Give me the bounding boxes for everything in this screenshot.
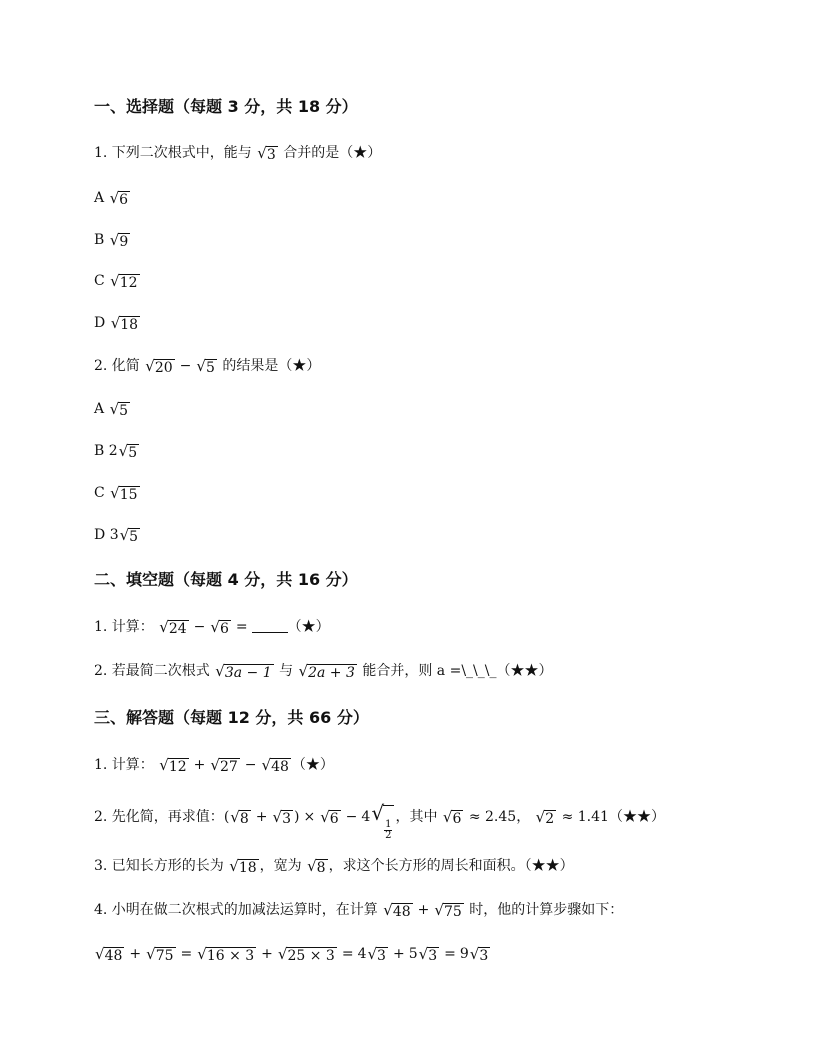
fill-question-1: 1. 计算： √ 24 − √ 6 = （★）: [94, 618, 330, 637]
sqrt-expression: √ 24: [159, 618, 187, 637]
sqrt-fraction-expression: √ $\frac{1}{2}$: [371, 805, 394, 841]
sqrt-expression: √ 27: [210, 756, 238, 775]
fraction: $\frac{1}{2}$: [385, 819, 392, 841]
mc-option-a: A √ 6: [94, 189, 129, 208]
mc-option-c: C √ 12: [94, 272, 138, 291]
question-text: 2. 化简: [94, 358, 140, 374]
mc-option-c: C √ 15: [94, 484, 138, 503]
sqrt-expression: √ 2a + 3: [298, 662, 355, 681]
sqrt-expression: √ 3a − 1: [215, 662, 272, 681]
mc-option-a: A √ 5: [94, 400, 129, 419]
section-heading-fill: 二、填空题（每题 4 分，共 16 分）: [94, 570, 358, 589]
solve-question-4: 4. 小明在做二次根式的加减法运算时，在计算 √ 48 + √ 75 时，他的计算步骤如下：: [94, 901, 624, 920]
sqrt-expression: √ 5: [109, 400, 129, 419]
sqrt-expression: √ 48: [95, 945, 123, 964]
question-text: 1. 下列二次根式中，能与: [94, 145, 252, 161]
sqrt-expression: √ 6: [210, 618, 229, 637]
worked-solution: √ 48 + √ 75 = √ 16 × 3 + √ 25 × 3 = 4 √ 3 + 5 √ 3 = 9 √ 3: [95, 945, 489, 964]
sqrt-expression: √ 5: [119, 526, 139, 545]
fill-question-2: 2. 若最简二次根式 √ 3a − 1 与 √ 2a + 3 能合并，则 a =\_\_\_（★★）: [94, 662, 553, 681]
sqrt-expression: √ 75: [434, 901, 462, 920]
sqrt-expression: √ 6: [320, 808, 339, 827]
answer-blank: [252, 618, 288, 633]
solve-question-1: 1. 计算： √ 12 + √ 27 − √ 48 （★）: [94, 756, 334, 775]
sqrt-expression: √ 6: [442, 808, 462, 827]
sqrt-expression: √ 9: [109, 231, 129, 250]
sqrt-expression: √ 18: [229, 857, 257, 876]
sqrt-expression: √ 3: [272, 808, 291, 827]
sqrt-expression: √ 48: [383, 901, 411, 920]
sqrt-expression: √ 5: [196, 357, 215, 376]
sqrt-expression: √ 8: [230, 808, 249, 827]
mc-option-b: B 2 √ 5: [94, 442, 138, 461]
sqrt-expression: √ 6: [109, 189, 129, 208]
question-text: 的结果是（★）: [222, 358, 321, 374]
sqrt-expression: √ 15: [110, 484, 138, 503]
sqrt-expression: √ 25 × 3: [277, 945, 335, 964]
section-heading-solve: 三、解答题（每题 12 分，共 66 分）: [94, 708, 369, 727]
sqrt-expression: √ 48: [261, 756, 289, 775]
mc-option-d: D 3 √ 5: [94, 526, 139, 545]
sqrt-expression: √ 18: [110, 314, 139, 333]
sqrt-expression: √ 3: [367, 945, 386, 964]
sqrt-expression: √ 2: [535, 808, 555, 827]
question-text: 合并的是（★）: [283, 145, 382, 161]
sqrt-expression: √ 12: [159, 756, 187, 775]
solve-question-2: 2. 先化简，再求值：( √ 8 + √ 3 ) × √ 6 − 4 √ $\frac{1}{2}$ ，其中 √ 6 ≈ 2.45， √ 2 ≈ 1.41（★★）: [94, 801, 665, 841]
mc-question-1: [94, 143, 381, 163]
sqrt-expression: √ 5: [118, 442, 138, 461]
mc-question-2: 2. 化简 √ 20 − √ 5 的结果是（★）: [94, 357, 321, 376]
sqrt-expression: √ 3: [257, 144, 276, 163]
mc-option-d: D √ 18: [94, 314, 139, 333]
solve-question-3: 3. 已知长方形的长为 √ 18 ，宽为 √ 8 ，求这个长方形的周长和面积。（★★）: [94, 857, 574, 876]
sqrt-expression: √ 20: [145, 357, 173, 376]
sqrt-expression: √ 75: [146, 945, 174, 964]
sqrt-expression: √ 12: [110, 272, 138, 291]
sqrt-expression: √ 16 × 3: [197, 945, 255, 964]
sqrt-expression: √ 8: [307, 857, 326, 876]
mc-option-b: B √ 9: [94, 231, 129, 250]
sqrt-expression: √ 3: [469, 945, 489, 964]
section-heading-choice: 一、选择题（每题 3 分，共 18 分）: [94, 97, 358, 116]
sqrt-expression: √ 3: [418, 945, 438, 964]
